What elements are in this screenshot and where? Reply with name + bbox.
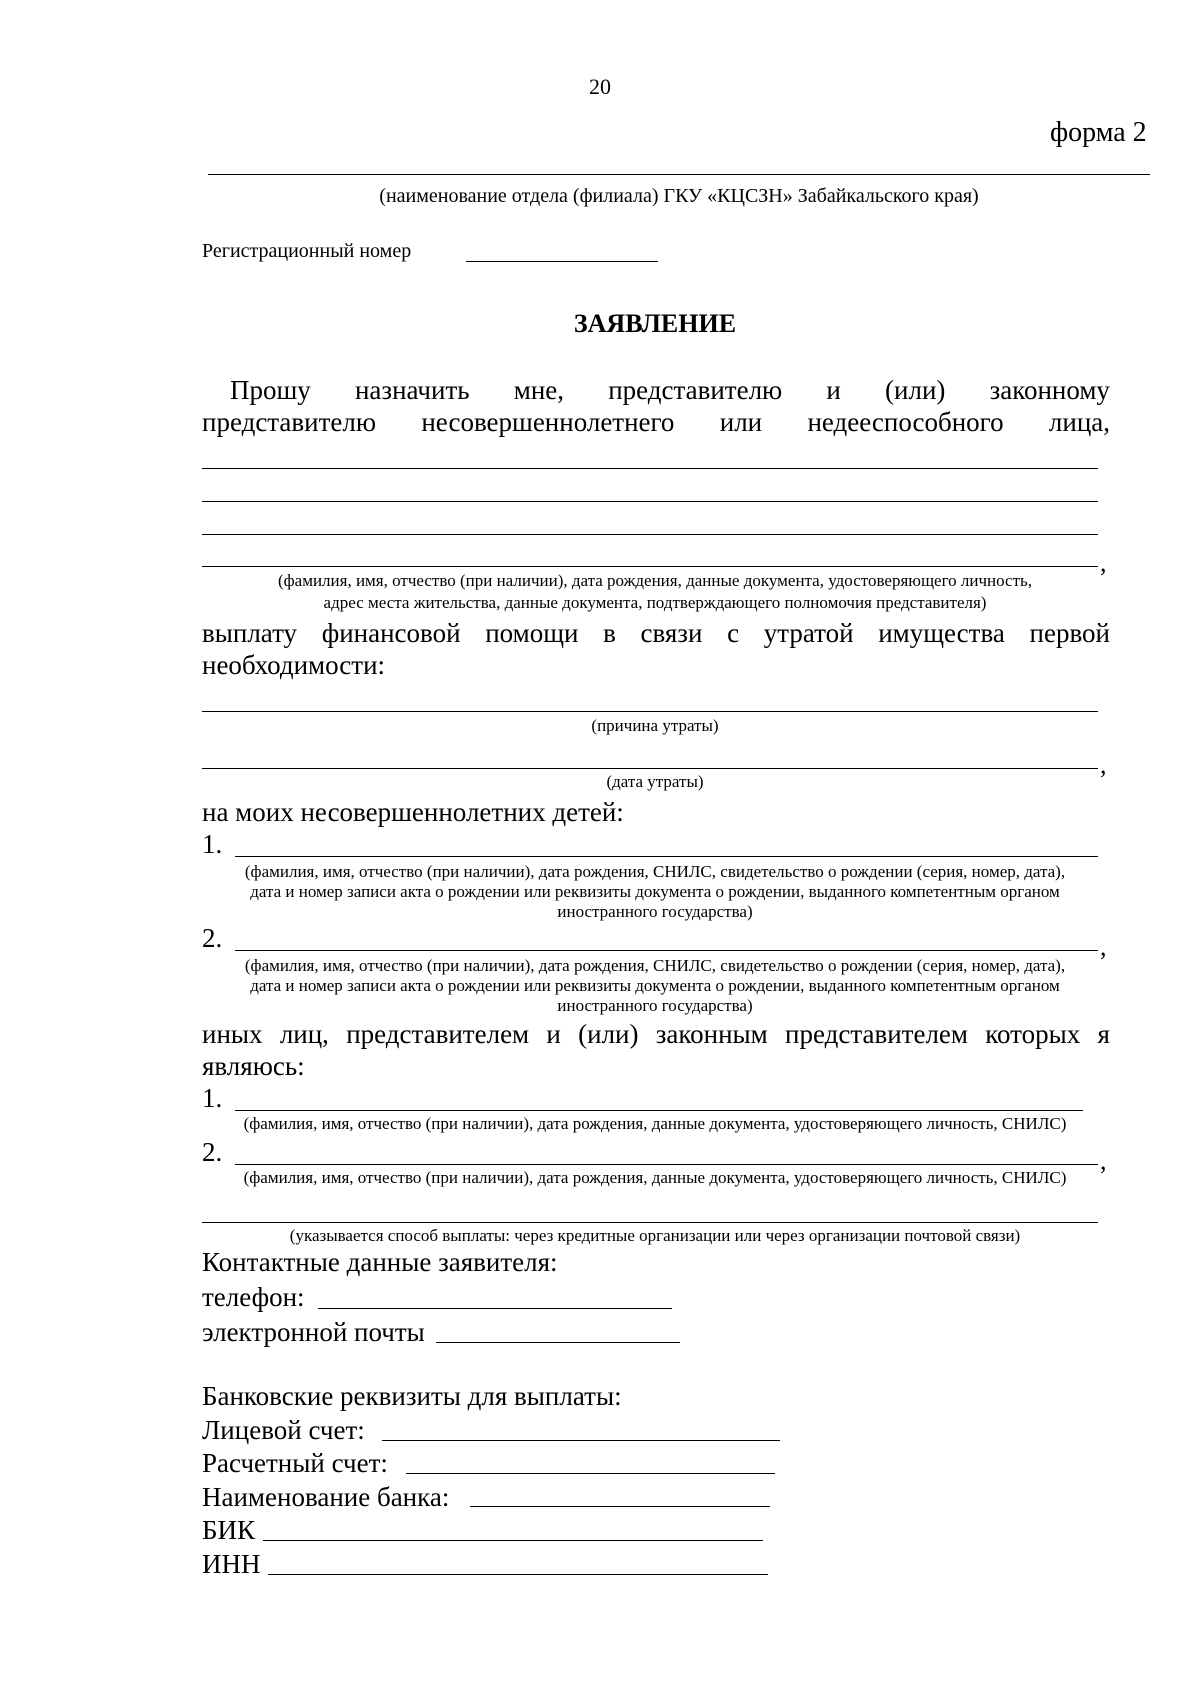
payment-word: финансовой [321, 618, 461, 648]
department-name-field[interactable] [208, 174, 1150, 175]
others-word: представителем [785, 1019, 968, 1049]
payment-word: выплату [202, 618, 298, 648]
intro-word: и [826, 375, 841, 405]
reg-number-field[interactable] [466, 261, 658, 262]
payment-word: в [603, 618, 616, 648]
intro-word: мне, [513, 375, 565, 405]
comma: , [1100, 750, 1107, 779]
payment-word: имущества [878, 618, 1005, 648]
others-word: лиц, [279, 1019, 329, 1049]
child-2-caption-1: (фамилия, имя, отчество (при наличии), дата рождения, СНИЛС, свидетельство о рождении (серия, номер, дата), [244, 956, 1066, 975]
applicant-field-line-1[interactable] [202, 468, 1098, 469]
intro-word: назначить [354, 375, 470, 405]
children-label: на моих несовершеннолетних детей: [202, 797, 624, 827]
bank-name-field[interactable] [470, 1506, 770, 1507]
child-1-caption-1: (фамилия, имя, отчество (при наличии), дата рождения, СНИЛС, свидетельство о рождении (серия, номер, дата), [244, 862, 1066, 881]
child-2-caption-3: иностранного государства) [557, 996, 753, 1015]
others-line-1 [202, 1018, 1110, 1050]
personal-account-field[interactable] [382, 1440, 780, 1441]
intro-word: несовершеннолетнего [421, 407, 675, 437]
inn-label: ИНН [202, 1549, 261, 1579]
child-2-field[interactable] [235, 950, 1098, 951]
payment-line-1 [202, 617, 1110, 649]
others-word: иных [202, 1019, 263, 1049]
applicant-caption-2: адрес места жительства, данные документа, подтверждающего полномочия представителя) [323, 593, 987, 612]
department-caption: (наименование отдела (филиала) ГКУ «КЦСЗН» Забайкальского края) [379, 185, 979, 207]
applicant-field-line-4[interactable] [202, 566, 1098, 567]
reg-number-label: Регистрационный номер [202, 240, 412, 262]
intro-word: лица, [1048, 407, 1110, 437]
child-1-caption-2: дата и номер записи акта о рождении или реквизиты документа о рождении, выданного компетентным органом [250, 882, 1060, 901]
intro-word: представителю [608, 375, 783, 405]
others-word: я [1097, 1019, 1110, 1049]
bik-field[interactable] [263, 1540, 763, 1541]
others-word: (или) [578, 1019, 639, 1049]
child-2-number: 2. [202, 923, 223, 953]
bik-label: БИК [202, 1515, 256, 1545]
payment-word: помощи [485, 618, 579, 648]
payment-word: утратой [763, 618, 854, 648]
form-label: форма 2 [1050, 117, 1147, 148]
page-title: ЗАЯВЛЕНИЕ [573, 309, 737, 338]
applicant-field-line-2[interactable] [202, 501, 1098, 502]
child-1-caption-3: иностранного государства) [557, 902, 753, 921]
others-word: законным [655, 1019, 768, 1049]
other-2-field[interactable] [235, 1164, 1098, 1165]
child-2-caption-2: дата и номер записи акта о рождении или реквизиты документа о рождении, выданного компетентным органом [250, 976, 1060, 995]
payment-line-2: необходимости: [202, 650, 386, 680]
intro-word: законному [989, 375, 1110, 405]
intro-word: (или) [885, 375, 946, 405]
other-2-number: 2. [202, 1137, 223, 1167]
phone-label: телефон: [202, 1282, 305, 1312]
other-1-caption: (фамилия, имя, отчество (при наличии), дата рождения, данные документа, удостоверяющего личность, СНИЛС) [243, 1114, 1067, 1133]
child-1-field[interactable] [235, 856, 1098, 857]
bank-name-label: Наименование банка: [202, 1482, 450, 1512]
others-word: представителем [346, 1019, 530, 1049]
loss-reason-field[interactable] [202, 711, 1098, 712]
email-field[interactable] [436, 1342, 680, 1343]
page-number: 20 [589, 74, 611, 99]
intro-line-1 [202, 374, 1110, 406]
other-1-field[interactable] [235, 1110, 1083, 1111]
others-word: и [546, 1019, 561, 1049]
comma: , [1100, 1146, 1107, 1175]
others-word: которых [985, 1019, 1081, 1049]
other-1-number: 1. [202, 1083, 223, 1113]
child-1-number: 1. [202, 829, 223, 859]
others-line-2: являюсь: [202, 1051, 305, 1081]
intro-word: Прошу [230, 375, 311, 405]
loss-reason-caption: (причина утраты) [591, 716, 719, 735]
contacts-label: Контактные данные заявителя: [202, 1247, 558, 1277]
intro-line-2 [202, 406, 1110, 438]
payment-method-caption: (указывается способ выплаты: через кредитные организации или через организации почтовой связи) [289, 1226, 1021, 1245]
payment-word: с [727, 618, 740, 648]
applicant-field-line-3[interactable] [202, 534, 1098, 535]
intro-word: недееспособного [807, 407, 1004, 437]
comma: , [1100, 548, 1107, 577]
loss-date-caption: (дата утраты) [606, 772, 704, 791]
comma: , [1100, 932, 1107, 961]
payment-method-field[interactable] [202, 1222, 1098, 1223]
phone-field[interactable] [318, 1308, 672, 1309]
applicant-caption-1: (фамилия, имя, отчество (при наличии), дата рождения, данные документа, удостоверяющего личность, [277, 571, 1033, 590]
email-label: электронной почты [202, 1317, 425, 1347]
bank-label: Банковские реквизиты для выплаты: [202, 1381, 622, 1411]
settlement-account-label: Расчетный счет: [202, 1448, 388, 1478]
intro-word: или [719, 407, 763, 437]
loss-date-field[interactable] [202, 768, 1098, 769]
other-2-caption: (фамилия, имя, отчество (при наличии), дата рождения, данные документа, удостоверяющего личность, СНИЛС) [243, 1168, 1067, 1187]
intro-word: представителю [202, 407, 377, 437]
payment-word: связи [640, 618, 703, 648]
inn-field[interactable] [268, 1574, 768, 1575]
payment-word: первой [1029, 618, 1110, 648]
personal-account-label: Лицевой счет: [202, 1415, 365, 1445]
settlement-account-field[interactable] [406, 1473, 775, 1474]
